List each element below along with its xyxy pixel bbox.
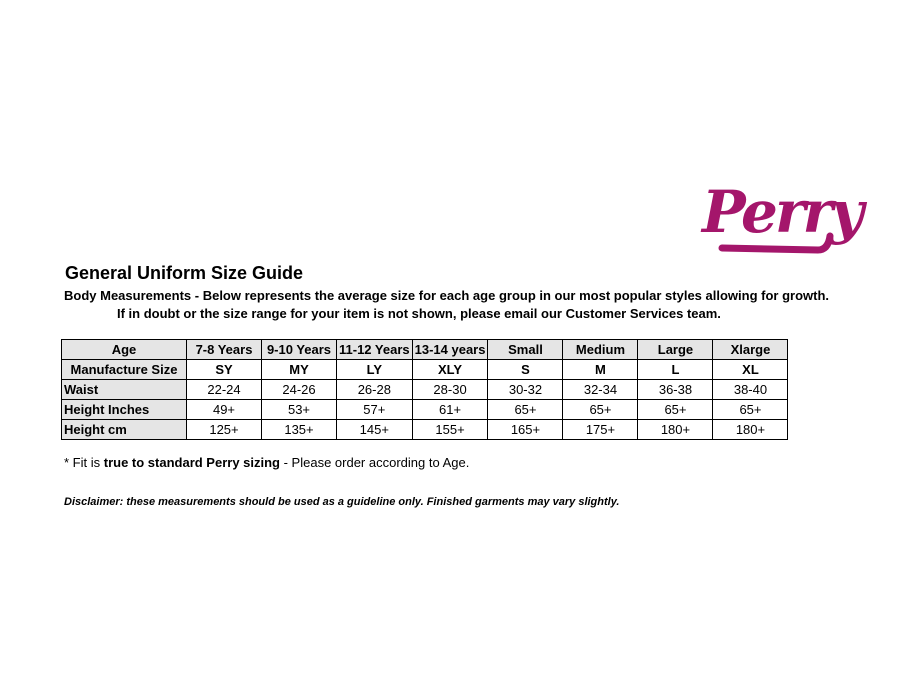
table-cell: 9-10 Years [262, 340, 337, 360]
table-row-height-inches [62, 400, 788, 420]
table-cell: 30-32 [488, 380, 563, 400]
table-cell: 53+ [262, 400, 337, 420]
table-cell: 165+ [488, 420, 563, 440]
table-cell: 49+ [187, 400, 262, 420]
table-cell: 26-28 [337, 380, 413, 400]
fit-note-emphasis: true to standard Perry sizing [103, 455, 280, 470]
fit-note [64, 455, 469, 470]
table-cell: 57+ [337, 400, 413, 420]
row-label: Height Inches [62, 400, 187, 420]
table-cell: L [638, 360, 713, 380]
table-cell: 11-12 Years [337, 340, 413, 360]
table-cell: MY [262, 360, 337, 380]
disclaimer: Disclaimer: these measurements should be used as a guideline only. Finished garments may vary slightly. [64, 496, 620, 508]
row-label: Age [62, 340, 187, 360]
table-cell: 180+ [638, 420, 713, 440]
row-label: Manufacture Size [62, 360, 187, 380]
table-cell: 28-30 [412, 380, 488, 400]
table-cell: Medium [563, 340, 638, 360]
table-cell: 65+ [638, 400, 713, 420]
table-cell: 175+ [563, 420, 638, 440]
table-cell: 22-24 [187, 380, 262, 400]
fit-note-prefix: * Fit is [64, 455, 104, 470]
table-row-height-cm [62, 420, 788, 440]
table-cell: XL [713, 360, 788, 380]
table-cell: 24-26 [262, 380, 337, 400]
table-cell: 65+ [488, 400, 563, 420]
row-label: Height cm [62, 420, 187, 440]
table-cell: M [563, 360, 638, 380]
table-cell: 7-8 Years [187, 340, 262, 360]
perry-logo [700, 170, 861, 260]
table-cell: 125+ [187, 420, 262, 440]
table-row-waist [62, 380, 788, 400]
fit-note-suffix: - Please order according to Age. [280, 455, 470, 470]
table-cell: S [488, 360, 563, 380]
row-label: Waist [62, 380, 187, 400]
table-cell: 13-14 years [412, 340, 488, 360]
table-cell: Large [638, 340, 713, 360]
table-cell: Xlarge [713, 340, 788, 360]
table-cell: 135+ [262, 420, 337, 440]
table-cell: 32-34 [563, 380, 638, 400]
intro-line-1: Body Measurements - Below represents the average size for each age group in our most popular styles allowing for growth. [64, 288, 830, 303]
table-cell: Small [488, 340, 563, 360]
table-cell: 145+ [337, 420, 413, 440]
table-cell: 65+ [713, 400, 788, 420]
table-cell: 65+ [563, 400, 638, 420]
table-cell: SY [187, 360, 262, 380]
table-cell: 61+ [412, 400, 488, 420]
table-cell: 155+ [412, 420, 488, 440]
intro-line-2: If in doubt or the size range for your item is not shown, please email our Customer Services team. [117, 306, 721, 321]
table-row-manufacture-size [62, 360, 788, 380]
table-cell: LY [337, 360, 413, 380]
table-cell: 38-40 [713, 380, 788, 400]
table-cell: 36-38 [638, 380, 713, 400]
table-cell: XLY [412, 360, 488, 380]
svg-text:Perry: Perry [702, 178, 861, 246]
size-table [61, 339, 788, 440]
page-title: General Uniform Size Guide [65, 263, 304, 283]
table-row-age [62, 340, 788, 360]
table-cell: 180+ [713, 420, 788, 440]
